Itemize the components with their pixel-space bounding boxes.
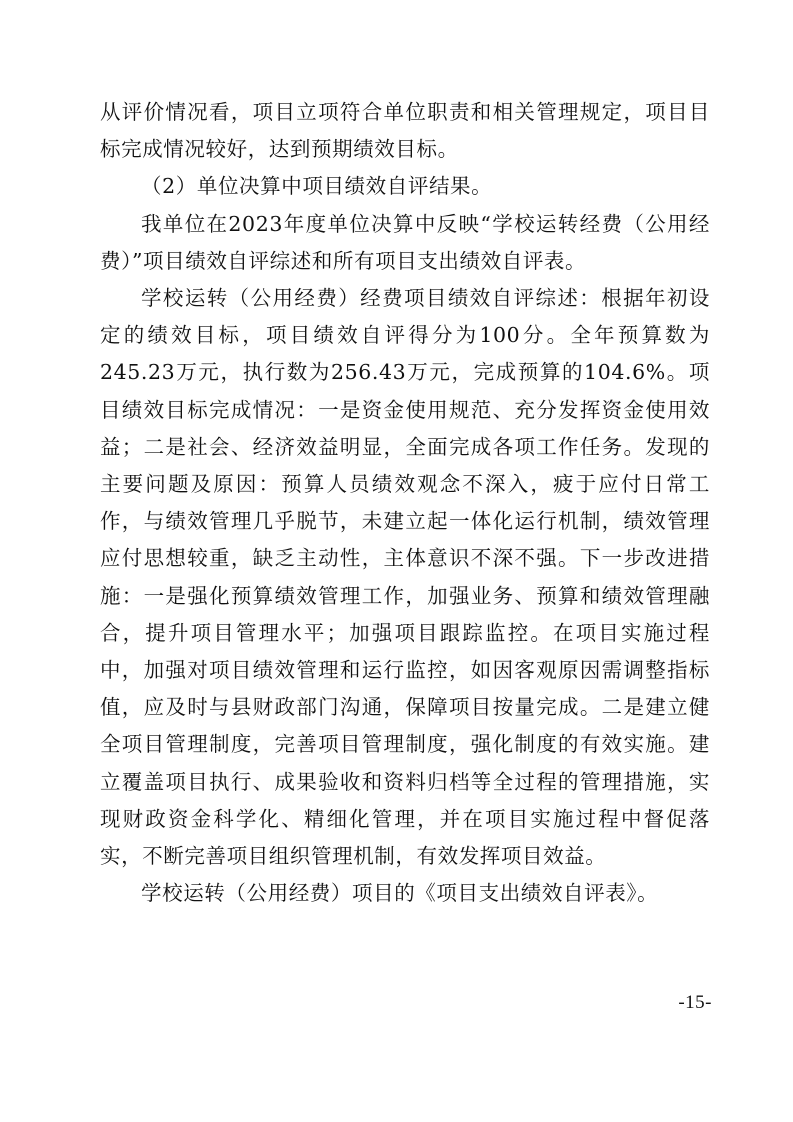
page-number: -15-: [678, 992, 712, 1013]
body-text: [100, 94, 710, 912]
paragraph-section-heading: （2）单位决算中项目绩效自评结果。: [141, 174, 493, 199]
paragraph-self-evaluation-table-ref: 学校运转（公用经费）项目的《项目支出绩效自评表》。: [141, 881, 659, 906]
paragraph-final-accounts: 我单位在2023年度单位决算中反映“学校运转经费（公用经费）”项目绩效自评综述和所有项目支出绩效自评表。: [100, 211, 710, 273]
paragraph-self-evaluation-overview: 学校运转（公用经费）经费项目绩效自评综述：根据年初设定的绩效目标，项目绩效自评得分为100分。全年预算数为245.23万元，执行数为256.43万元，完成预算的104.6%。项目绩效目标完成情况：一是资金使用规范、充分发挥资金使用效益；二是社会、经济效益明显，全面完成各项工作任务。发现的主要问题及原因：预算人员绩效观念不深入，疲于应付日常工作，与绩效管理几乎脱节，未建立起一体化运行机制，绩效管理应付思想较重，缺乏主动性，主体意识不深不强。下一步改进措施：一是强化预算绩效管理工作，加强业务、预算和绩效管理融合，提升项目管理水平；加强项目跟踪监控。在项目实施过程中，加强对项目绩效管理和运行监控，如因客观原因需调整指标值，应及时与县财政部门沟通，保障项目按量完成。二是建立健全项目管理制度，完善项目管理制度，强化制度的有效实施。建立覆盖项目执行、成果验收和资料归档等全过程的管理措施，实现财政资金科学化、精细化管理，并在项目实施过程中督促落实，不断完善项目组织管理机制，有效发挥项目效益。: [100, 286, 710, 869]
paragraph-evaluation-summary: 从评价情况看，项目立项符合单位职责和相关管理规定，项目目标完成情况较好，达到预期绩效目标。: [100, 100, 710, 162]
